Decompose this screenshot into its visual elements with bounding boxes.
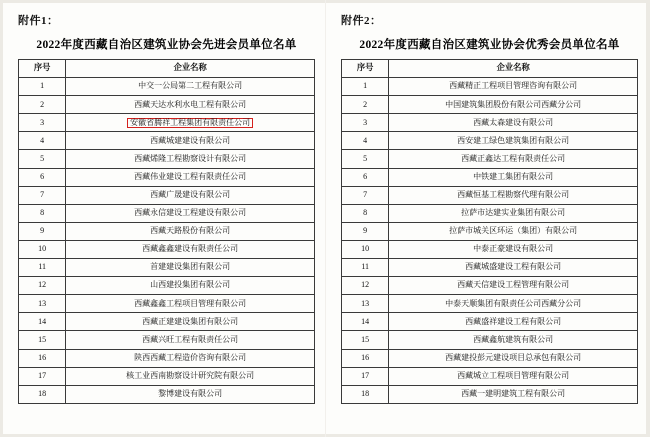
row-index: 4 [342, 132, 389, 150]
table-row [342, 114, 638, 132]
table-row [19, 150, 315, 168]
row-company-name: 西藏天路股份有限公司 [66, 222, 315, 240]
row-index: 9 [342, 222, 389, 240]
table-row [342, 222, 638, 240]
row-company-name: 西藏伟业建设工程有限责任公司 [66, 168, 315, 186]
table-row [342, 313, 638, 331]
row-index: 5 [19, 150, 66, 168]
table-row [342, 204, 638, 222]
row-index: 16 [19, 349, 66, 367]
row-company-name: 拉萨市城关区环运（集团）有限公司 [389, 222, 638, 240]
row-index: 15 [342, 331, 389, 349]
row-company-name: 首建建设集团有限公司 [66, 259, 315, 277]
row-company-name: 黎博建设有限公司 [66, 385, 315, 403]
table-row [19, 295, 315, 313]
row-index: 7 [19, 186, 66, 204]
table-row [342, 367, 638, 385]
row-company-name: 西藏鑫鑫建设有限责任公司 [66, 240, 315, 258]
row-index: 7 [342, 186, 389, 204]
column-header-company: 企业名称 [389, 60, 638, 78]
attachment-label-1: 附件1： [18, 15, 59, 27]
row-company-name: 西藏城建建设有限公司 [66, 132, 315, 150]
row-company-name: 西藏永信建设工程建设有限公司 [66, 204, 315, 222]
row-company-name: 陕西西藏工程造价咨询有限公司 [66, 349, 315, 367]
row-index: 14 [342, 313, 389, 331]
row-index: 6 [342, 168, 389, 186]
row-company-name: 中泰正豪建设有限公司 [389, 240, 638, 258]
row-index: 18 [342, 385, 389, 403]
table-row [342, 150, 638, 168]
table-row [342, 96, 638, 114]
member-list-table-2 [341, 59, 638, 404]
table-row [342, 186, 638, 204]
table-row [19, 259, 315, 277]
red-box-annotation: 安徽省腾祥工程集团有限责任公司 [127, 118, 253, 128]
table-row [19, 132, 315, 150]
row-company-name: 西藏鑫航建筑有限公司 [389, 331, 638, 349]
table-row [342, 168, 638, 186]
table-row [19, 331, 315, 349]
row-company-name: 西藏天达水利水电工程有限公司 [66, 96, 315, 114]
table-row [19, 168, 315, 186]
row-company-name: 西藏天信建设工程管理有限公司 [389, 277, 638, 295]
table-row [342, 259, 638, 277]
row-company-name: 中铁建工集团有限公司 [389, 168, 638, 186]
row-index: 13 [19, 295, 66, 313]
table-row [19, 367, 315, 385]
row-company-name: 中国建筑集团股份有限公司西藏分公司 [389, 96, 638, 114]
row-company-name: 西藏精正工程项目管理咨询有限公司 [389, 78, 638, 96]
row-company-name: 西藏城盛建设工程有限公司 [389, 259, 638, 277]
table-row [19, 240, 315, 258]
row-company-name: 中泰天顺集团有限责任公司西藏分公司 [389, 295, 638, 313]
row-company-name: 西藏太森建设有限公司 [389, 114, 638, 132]
document-title-2: 2022年度西藏自治区建筑业协会优秀会员单位名单 [359, 39, 620, 51]
row-index: 6 [19, 168, 66, 186]
table-row [342, 385, 638, 403]
row-company-name: 西藏盛祥建设工程有限公司 [389, 313, 638, 331]
table-row [342, 349, 638, 367]
row-index: 1 [19, 78, 66, 96]
row-company-name: 西安建工绿色建筑集团有限公司 [389, 132, 638, 150]
row-index: 18 [19, 385, 66, 403]
column-header-company: 企业名称 [66, 60, 315, 78]
table-row [19, 313, 315, 331]
row-company-name: 西藏正鑫达工程有限责任公司 [389, 150, 638, 168]
row-index: 8 [342, 204, 389, 222]
column-header-index: 序号 [342, 60, 389, 78]
table-row [19, 349, 315, 367]
table-row [342, 78, 638, 96]
row-company-name: 山西建投集团有限公司 [66, 277, 315, 295]
row-company-name: 拉萨市达建实业集团有限公司 [389, 204, 638, 222]
table-row [19, 277, 315, 295]
row-index: 14 [19, 313, 66, 331]
row-index: 9 [19, 222, 66, 240]
row-company-name-highlighted [66, 114, 315, 132]
row-index: 12 [19, 277, 66, 295]
row-index: 17 [342, 367, 389, 385]
row-company-name: 西藏正建建设集团有限公司 [66, 313, 315, 331]
table-row [19, 186, 315, 204]
row-index: 10 [342, 240, 389, 258]
table-row [19, 204, 315, 222]
row-index: 5 [342, 150, 389, 168]
table-header-row [19, 60, 315, 78]
row-company-name: 西藏烯隆工程勘察设计有限公司 [66, 150, 315, 168]
row-company-name: 西藏城立工程项目管理有限公司 [389, 367, 638, 385]
table-row [19, 78, 315, 96]
member-list-table-1 [18, 59, 315, 404]
table-row [342, 132, 638, 150]
row-company-name: 西藏建投彭元建设项目总承包有限公司 [389, 349, 638, 367]
row-index: 3 [342, 114, 389, 132]
table-row [342, 277, 638, 295]
row-index: 8 [19, 204, 66, 222]
row-index: 16 [342, 349, 389, 367]
table-row [342, 240, 638, 258]
table-header-row [342, 60, 638, 78]
table-row [19, 96, 315, 114]
row-company-name: 核工业西南勘察设计研究院有限公司 [66, 367, 315, 385]
row-company-name: 西藏恒基工程勘察代理有限公司 [389, 186, 638, 204]
row-index: 10 [19, 240, 66, 258]
row-index: 1 [342, 78, 389, 96]
document-title-1: 2022年度西藏自治区建筑业协会先进会员单位名单 [36, 39, 297, 51]
row-index: 3 [19, 114, 66, 132]
column-header-index: 序号 [19, 60, 66, 78]
row-company-name: 西藏鑫鑫工程项目管理有限公司 [66, 295, 315, 313]
row-company-name: 西藏一建明建筑工程有限公司 [389, 385, 638, 403]
row-index: 15 [19, 331, 66, 349]
table-row [342, 331, 638, 349]
table-row [19, 114, 315, 132]
row-company-name: 中交一公局第二工程有限公司 [66, 78, 315, 96]
row-index: 2 [342, 96, 389, 114]
row-index: 4 [19, 132, 66, 150]
row-index: 12 [342, 277, 389, 295]
table-row [342, 295, 638, 313]
row-index: 2 [19, 96, 66, 114]
table-row [19, 385, 315, 403]
row-index: 13 [342, 295, 389, 313]
attachment-label-2: 附件2： [341, 15, 382, 27]
table-row [19, 222, 315, 240]
row-index: 11 [342, 259, 389, 277]
row-company-name: 西藏广晟建设有限公司 [66, 186, 315, 204]
row-company-name: 西藏兴旺工程有限责任公司 [66, 331, 315, 349]
row-index: 17 [19, 367, 66, 385]
document-attachment-2 [325, 0, 650, 437]
row-index: 11 [19, 259, 66, 277]
